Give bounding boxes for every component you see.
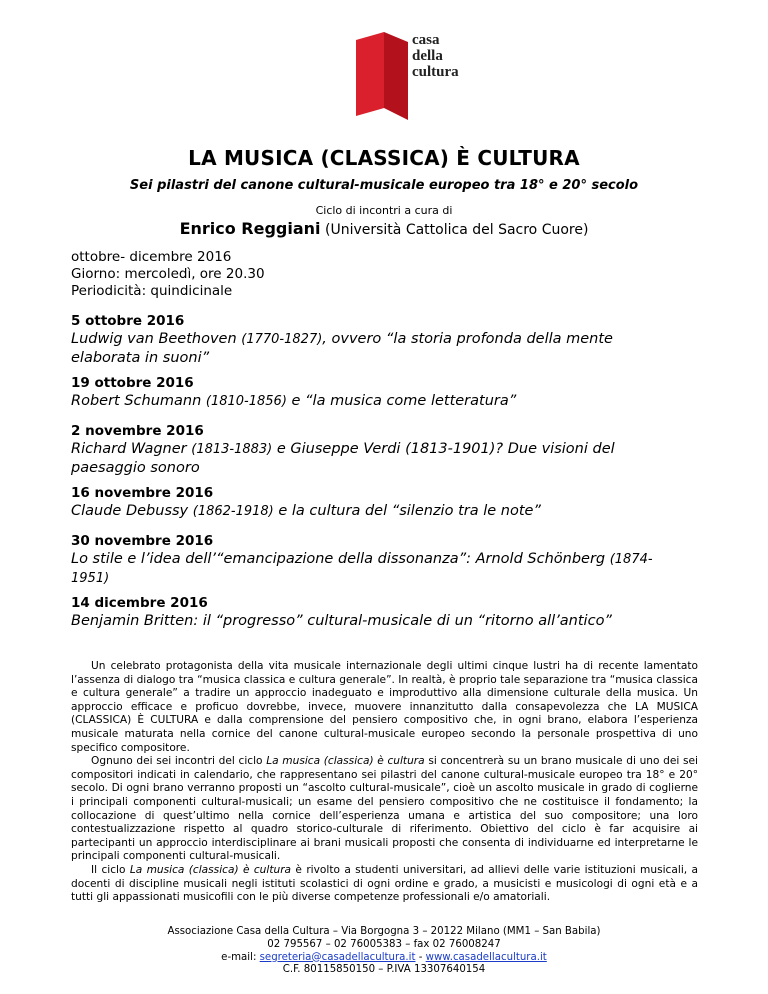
event-years: (1874-1951) xyxy=(71,552,653,586)
logo-line-3: cultura xyxy=(412,64,459,80)
email-label: e-mail: xyxy=(221,951,260,963)
event-item xyxy=(71,375,681,411)
email-link[interactable]: segreteria@casadellacultura.it xyxy=(259,951,416,963)
footer-tax-ids: C.F. 80115850150 – P.IVA 13307640154 xyxy=(282,964,486,976)
page-subtitle: Sei pilastri del canone cultural-musicale europeo tra 18° e 20° secolo xyxy=(129,178,639,193)
event-title-main: Benjamin Britten: il “progresso” cultural-musicale di un “ritorno all’antico” xyxy=(71,613,612,629)
event-title xyxy=(71,612,681,631)
footer-separator: - xyxy=(415,951,426,963)
event-title-rest: e “la musica come letteratura” xyxy=(286,393,517,409)
event-date: 5 ottobre 2016 xyxy=(71,313,185,329)
info-frequency: Periodicità: quindicinale xyxy=(71,283,233,299)
logo-text xyxy=(412,32,459,80)
paragraph-text: si concentrerà su un brano musicale di uno dei sei compositori indicati in calendario, che rappresentano sei pilastri del canone cultural-musicale europeo tra 18° e 20° secolo. Di ogni brano verranno proposti un “ascolto cultural-musicale”, cioè un ascolto musicale in grado di coglierne i principali componenti cultural-musicali; un esame del pensiero compositivo che ne costituisce il fondamento; la collocazione di quest’ultimo nella cornice dell’esperienza umana e artistica del suo compositore; una loro contestualizzazione rispetto al quadro storico-culturale di riferimento. Obiettivo del ciclo è far acquisire ai partecipanti un approccio interdisciplinare ai brani musicali proposti che consenta di individuarne ed interpretarne le principali componenti cultural-musicali. xyxy=(71,755,698,863)
event-date: 2 novembre 2016 xyxy=(71,423,204,439)
event-date: 16 novembre 2016 xyxy=(71,485,214,501)
info-day: Giorno: mercoledì, ore 20.30 xyxy=(71,266,265,282)
event-item xyxy=(71,485,681,521)
footer-contacts xyxy=(0,952,768,965)
event-title-rest: e Giuseppe Verdi (1813-1901)? Due visioni del paesaggio sonoro xyxy=(71,441,615,476)
event-title-main: Lo stile e l’idea dell’“emancipazione della dissonanza”: Arnold Schönberg xyxy=(71,551,610,567)
cycle-intro: Ciclo di incontri a cura di xyxy=(315,204,453,217)
cycle-title-italic: La musica (classica) è cultura xyxy=(129,863,292,876)
curator-name: Enrico Reggiani xyxy=(179,219,321,238)
website-link[interactable]: www.casadellacultura.it xyxy=(425,951,547,963)
paragraph: Un celebrato protagonista della vita musicale internazionale degli ultimi cinque lustri ha di recente lamentato l’assenza di dialogo tra “musica classica e cultura generale”. In realtà, è proprio tale separazione tra “musica classica e cultura generale” a tradire un approccio inadeguato e improduttivo alla dimensione culturale della musica. Un approccio efficace e proficuo dovrebbe, invece, muovere innanzitutto dalla consapevolezza che LA MUSICA (CLASSICA) È CULTURA e dalla comprensione del pensiero compositivo che, in ogni brano, elabora l’esperienza musicale maturata nella cornice del canone cultural-musicale europeo secondo la personale prospettiva di uno specifico compositore. xyxy=(71,660,698,754)
paragraph-text: è rivolto a studenti universitari, ad allievi delle varie istituzioni musicali, a docenti di discipline musicali negli istituti scolastici di ogni ordine e grado, a musicisti e musicologi di ogni età e a tutti gli appassionati musicofili con le più diverse competenze professionali e/o amatoriali. xyxy=(71,863,698,904)
event-item xyxy=(71,595,681,631)
event-date: 14 dicembre 2016 xyxy=(71,595,208,611)
event-title xyxy=(71,502,681,521)
footer-address: Associazione Casa della Cultura – Via Borgogna 3 – 20122 Milano (MM1 – San Babila) xyxy=(167,926,601,937)
event-years: (1862-1918) xyxy=(192,504,274,519)
event-title-main: Claude Debussy xyxy=(71,503,193,519)
paragraph-text: Il ciclo xyxy=(91,863,130,876)
event-title-rest: e la cultura del “silenzio tra le note” xyxy=(273,503,541,519)
page-title: LA MUSICA (CLASSICA) È CULTURA xyxy=(188,146,580,170)
event-item xyxy=(71,533,681,588)
event-date: 30 novembre 2016 xyxy=(71,533,214,549)
event-title xyxy=(71,392,681,411)
event-years: (1770-1827) xyxy=(241,332,323,347)
schedule-info xyxy=(71,249,265,300)
event-date: 19 ottobre 2016 xyxy=(71,375,194,391)
curator-affiliation: (Università Cattolica del Sacro Cuore) xyxy=(320,222,589,238)
paragraph xyxy=(71,864,698,905)
event-title-main: Richard Wagner xyxy=(71,441,192,457)
event-item xyxy=(71,313,681,367)
info-period: ottobre- dicembre 2016 xyxy=(71,249,232,265)
cycle-title-italic: La musica (classica) è cultura xyxy=(266,755,425,768)
event-title-rest: , ovvero “la storia profonda della mente elaborata in suoni” xyxy=(71,331,613,366)
paragraph-text: Ognuno dei sei incontri del ciclo xyxy=(91,755,267,768)
curator xyxy=(0,219,768,238)
event-item xyxy=(71,423,681,477)
event-years: (1813-1883) xyxy=(191,442,273,457)
event-title xyxy=(71,550,681,588)
paragraph xyxy=(71,755,698,864)
footer xyxy=(0,926,768,977)
event-title-main: Ludwig van Beethoven xyxy=(71,331,242,347)
event-years: (1810-1856) xyxy=(205,394,287,409)
event-title-main: Robert Schumann xyxy=(71,393,206,409)
event-title xyxy=(71,440,681,477)
footer-phone: 02 795567 – 02 76005383 – fax 02 76008247 xyxy=(267,938,501,950)
logo-line-2: della xyxy=(412,48,443,64)
event-title xyxy=(71,330,681,367)
description xyxy=(71,660,698,905)
logo-line-1: casa xyxy=(412,32,440,48)
